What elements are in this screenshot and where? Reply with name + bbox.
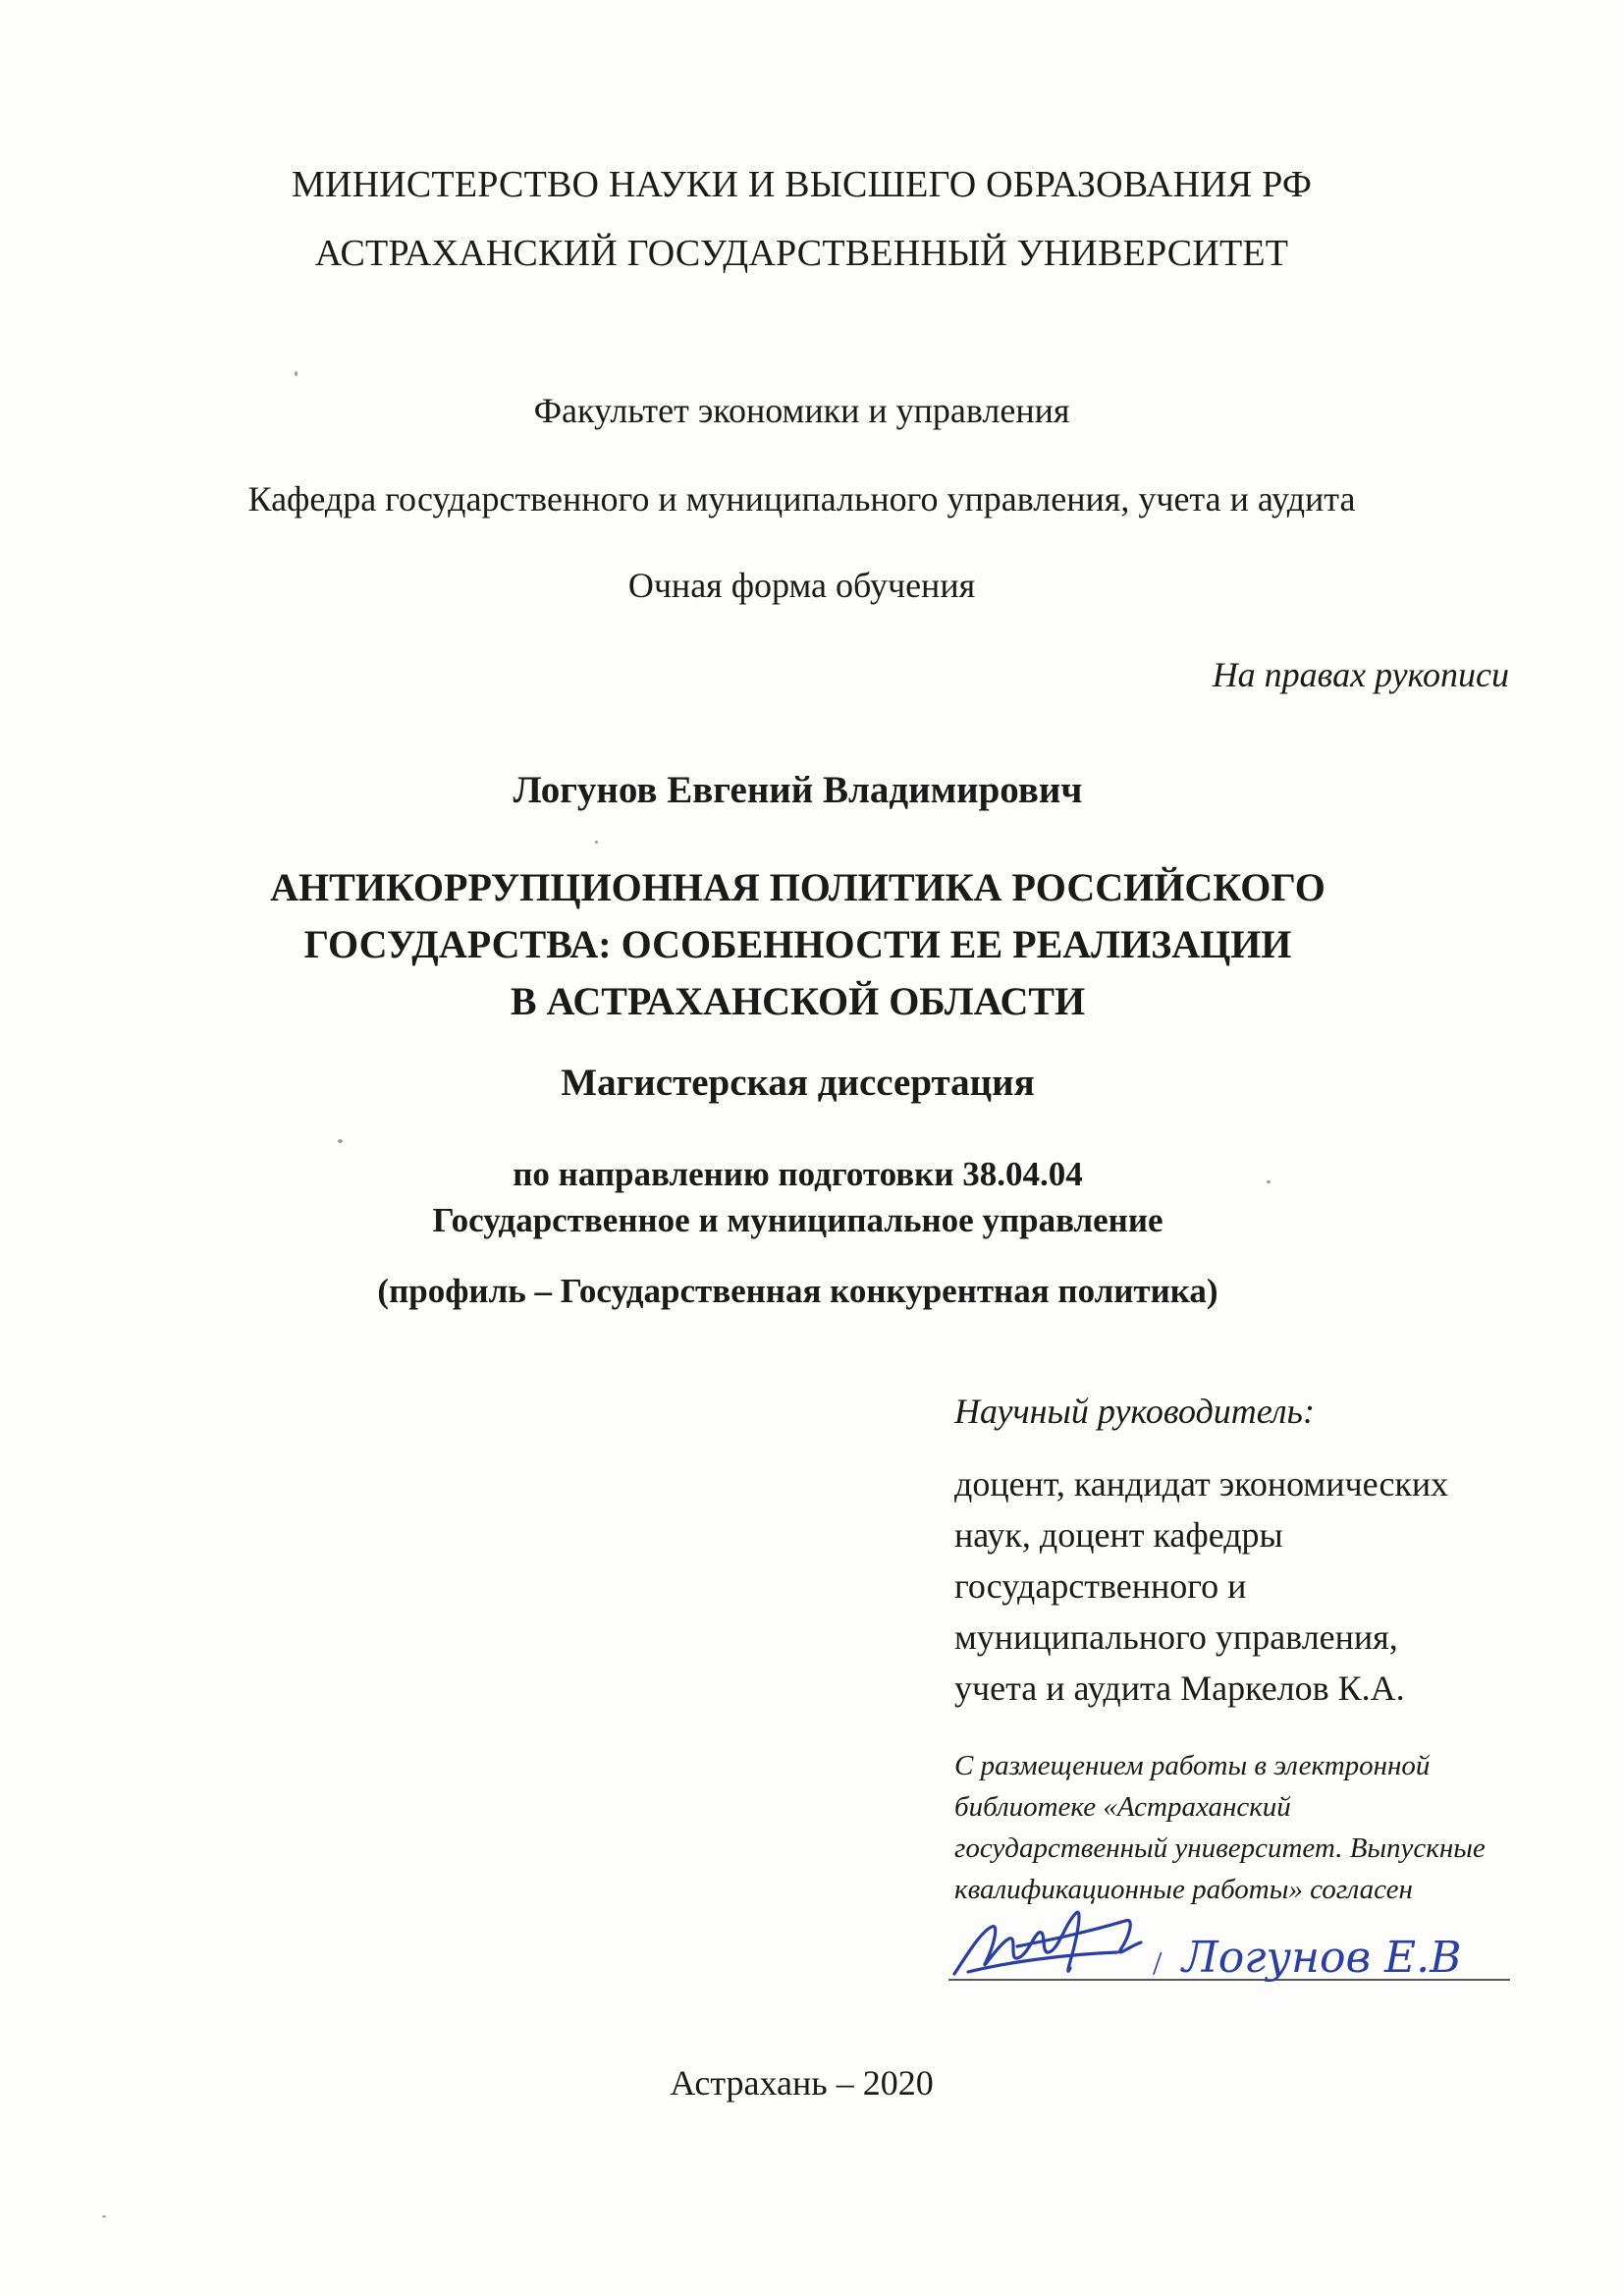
consent-text-line: С размещением работы в электронной <box>954 1750 1431 1781</box>
city-year: Астрахань – 2020 <box>670 2063 934 2103</box>
department-name: Кафедра государственного и муниципального управления, учета и аудита <box>247 479 1356 519</box>
supervisor-detail-line: государственного и <box>954 1566 1247 1606</box>
supervisor-detail-line: доцент, кандидат экономических <box>954 1464 1449 1503</box>
supervisor-detail-line: наук, доцент кафедры <box>954 1515 1283 1555</box>
signature-handwritten-name: Логунов Е.В <box>1182 1933 1462 1983</box>
supervisor-label: Научный руководитель: <box>954 1392 1315 1431</box>
dissertation-title-line: АНТИКОРРУПЦИОННАЯ ПОЛИТИКА РОССИЙСКОГО <box>270 865 1325 909</box>
scan-speck <box>295 371 298 376</box>
scan-speck <box>338 1139 343 1143</box>
consent-text-line: государственный университет. Выпускные <box>954 1832 1486 1864</box>
supervisor-detail-line: муниципального управления, <box>954 1617 1398 1657</box>
ministry-heading: МИНИСТЕРСТВО НАУКИ И ВЫСШЕГО ОБРАЗОВАНИЯ РФ <box>291 164 1313 205</box>
handwritten-signature <box>948 1903 1518 2021</box>
dissertation-title-line: ГОСУДАРСТВА: ОСОБЕННОСТИ ЕЕ РЕАЛИЗАЦИИ <box>303 922 1292 966</box>
study-form: Очная форма обучения <box>627 566 976 605</box>
faculty-name: Факультет экономики и управления <box>533 391 1070 430</box>
training-direction: по направлению подготовки 38.04.04 <box>513 1155 1083 1193</box>
study-profile: (профиль – Государственная конкурентная политика) <box>377 1272 1218 1310</box>
dissertation-title-line: В АСТРАХАНСКОЙ ОБЛАСТИ <box>510 979 1086 1023</box>
author-name: Логунов Евгений Владимирович <box>513 769 1083 811</box>
work-type: Магистерская диссертация <box>561 1062 1035 1104</box>
signature-block <box>948 1903 1518 2021</box>
consent-text-line: квалификационные работы» согласен <box>954 1874 1413 1905</box>
signature-separator: / <box>1153 1945 1163 1982</box>
manuscript-note: На правах рукописи <box>1212 655 1509 694</box>
scan-speck <box>595 841 598 844</box>
signature-scribble <box>954 1912 1141 1974</box>
supervisor-detail-line: учета и аудита Маркелов К.А. <box>954 1668 1405 1708</box>
university-heading: АСТРАХАНСКИЙ ГОСУДАРСТВЕННЫЙ УНИВЕРСИТЕТ <box>314 233 1289 274</box>
consent-text-line: библиотеке «Астраханский <box>954 1791 1291 1823</box>
training-direction-name: Государственное и муниципальное управление <box>432 1201 1163 1239</box>
scan-speck <box>102 2215 106 2217</box>
